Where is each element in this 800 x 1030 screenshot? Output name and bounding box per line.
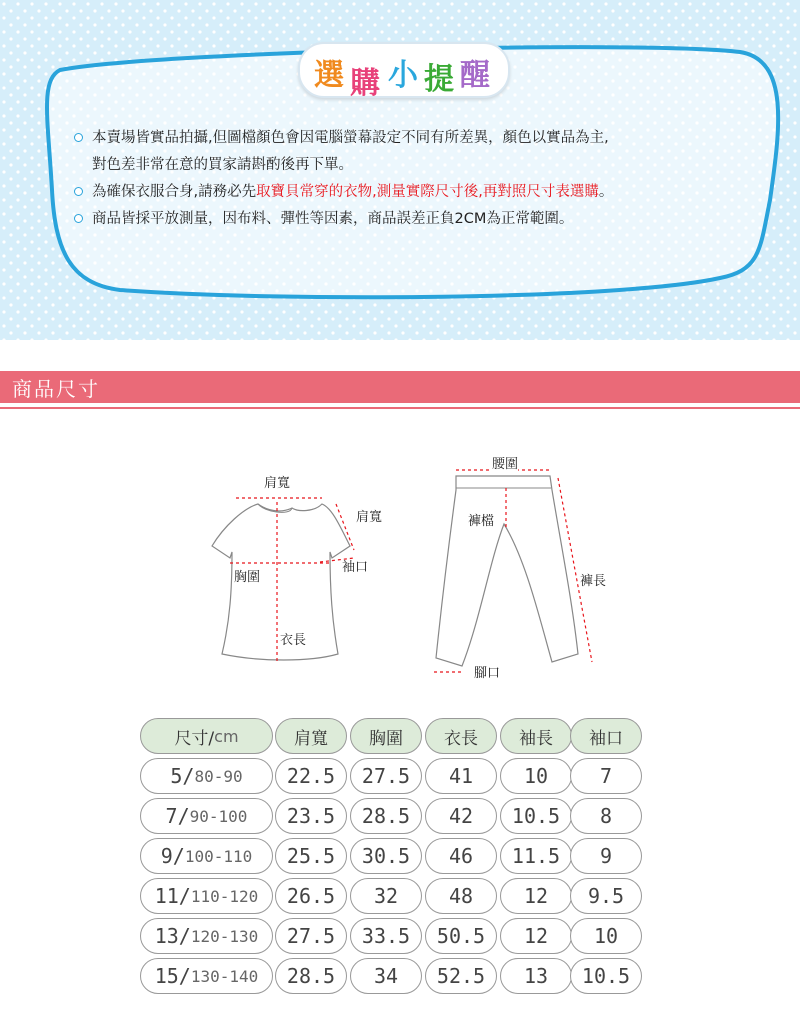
cell-value: 9 — [599, 844, 613, 868]
notice-title-char: 提 — [424, 62, 454, 97]
section-divider — [0, 407, 800, 409]
value-cell — [275, 918, 347, 954]
value-cell — [570, 878, 642, 914]
header-label: 袖長 — [519, 728, 553, 749]
size-value: 5/ — [170, 764, 195, 788]
size-cell — [140, 798, 273, 834]
label-chest: 胸圍 — [234, 570, 261, 585]
size-header-chest — [350, 718, 422, 754]
cell-value: 22.5 — [286, 764, 336, 788]
value-cell — [425, 838, 497, 874]
cell-value: 9.5 — [587, 884, 625, 908]
notice-item — [72, 206, 772, 233]
cell-value: 41 — [448, 764, 474, 788]
notice-item — [72, 125, 772, 152]
cell-value: 27.5 — [361, 764, 411, 788]
cell-value: 34 — [373, 964, 399, 988]
size-cell — [140, 958, 273, 994]
size-range: 120-130 — [190, 926, 259, 946]
size-value: 15/ — [154, 964, 191, 988]
value-cell — [350, 838, 422, 874]
size-value: 13/ — [154, 924, 191, 948]
bullet-icon — [74, 214, 83, 223]
label-cuff: 袖口 — [342, 560, 369, 575]
value-cell — [570, 838, 642, 874]
garment-outlines — [200, 440, 620, 690]
value-cell — [350, 958, 422, 994]
cell-value: 32 — [373, 884, 399, 908]
size-range: 100-110 — [184, 846, 253, 866]
label-hem: 腳口 — [474, 666, 501, 681]
header-label: 肩寬 — [294, 728, 328, 749]
notice-item-continued — [72, 152, 772, 179]
notice-item — [72, 179, 772, 206]
cell-value: 50.5 — [436, 924, 486, 948]
notice-title-char: 購 — [350, 66, 380, 101]
cell-value: 23.5 — [286, 804, 336, 828]
value-cell — [570, 758, 642, 794]
label-pants-length: 褲長 — [580, 574, 607, 589]
notice-line: 。 — [598, 184, 614, 200]
value-cell — [500, 958, 572, 994]
size-cell — [140, 878, 273, 914]
notice-line: 本賣場皆實品拍攝,但圖檔顏色會因電腦螢幕設定不同有所差異，顏色以實品為主, — [92, 130, 609, 146]
cell-value: 10.5 — [511, 804, 561, 828]
size-value: 7/ — [165, 804, 190, 828]
cell-value: 48 — [448, 884, 474, 908]
cell-value: 52.5 — [436, 964, 486, 988]
value-cell — [425, 958, 497, 994]
value-cell — [275, 958, 347, 994]
value-cell — [500, 878, 572, 914]
notice-line: 對色差非常在意的買家請斟酌後再下單。 — [92, 157, 353, 173]
value-cell — [500, 838, 572, 874]
value-cell — [500, 918, 572, 954]
section-title: 商品尺寸 — [12, 377, 100, 401]
cell-value: 30.5 — [361, 844, 411, 868]
notice-line: 為確保衣服合身,請務必先 — [92, 184, 257, 200]
value-cell — [350, 758, 422, 794]
size-header-size — [140, 718, 273, 754]
value-cell — [350, 918, 422, 954]
value-cell — [350, 878, 422, 914]
cell-value: 12 — [523, 924, 549, 948]
size-header-sleeve — [500, 718, 572, 754]
value-cell — [500, 798, 572, 834]
cell-value: 42 — [448, 804, 474, 828]
cell-value: 7 — [599, 764, 613, 788]
size-cell — [140, 838, 273, 874]
section-header — [0, 371, 800, 403]
value-cell — [425, 758, 497, 794]
label-length: 衣長 — [280, 633, 307, 648]
size-header-length — [425, 718, 497, 754]
cell-value: 28.5 — [286, 964, 336, 988]
value-cell — [275, 758, 347, 794]
size-range: 80-90 — [194, 766, 243, 786]
cell-value: 11.5 — [511, 844, 561, 868]
notice-title-char: 選 — [314, 58, 344, 93]
size-cell — [140, 918, 273, 954]
size-header-cuff — [570, 718, 642, 754]
value-cell — [275, 838, 347, 874]
cell-value: 25.5 — [286, 844, 336, 868]
size-header-shoulder — [275, 718, 347, 754]
header-label: 衣長 — [444, 728, 478, 749]
label-rise: 褲檔 — [468, 514, 495, 529]
cell-value: 8 — [599, 804, 613, 828]
cell-value: 10 — [523, 764, 549, 788]
value-cell — [425, 878, 497, 914]
cell-value: 10 — [593, 924, 619, 948]
notice-title-char: 小 — [388, 58, 418, 93]
size-range: 130-140 — [190, 966, 259, 986]
value-cell — [570, 958, 642, 994]
value-cell — [570, 798, 642, 834]
cell-value: 46 — [448, 844, 474, 868]
measurement-diagram — [200, 440, 620, 690]
value-cell — [350, 798, 422, 834]
size-range: 90-100 — [189, 806, 248, 826]
cell-value: 10.5 — [581, 964, 631, 988]
cell-value: 12 — [523, 884, 549, 908]
notice-bubble — [0, 0, 800, 340]
cell-value: 26.5 — [286, 884, 336, 908]
cell-value: 33.5 — [361, 924, 411, 948]
bullet-icon — [74, 187, 83, 196]
size-value: 9/ — [160, 844, 185, 868]
label-shoulder: 肩寬 — [264, 476, 291, 491]
header-label: 袖口 — [589, 728, 623, 749]
value-cell — [275, 798, 347, 834]
label-waist: 腰圍 — [492, 457, 519, 472]
pants-outline — [436, 476, 578, 666]
bullet-icon — [74, 133, 83, 142]
value-cell — [500, 758, 572, 794]
size-cell — [140, 758, 273, 794]
value-cell — [425, 918, 497, 954]
value-cell — [570, 918, 642, 954]
value-cell — [275, 878, 347, 914]
header-unit: cm — [214, 726, 239, 746]
value-cell — [425, 798, 497, 834]
notice-title-char: 醒 — [460, 58, 490, 93]
cell-value: 28.5 — [361, 804, 411, 828]
size-value: 11/ — [154, 884, 191, 908]
cell-value: 13 — [523, 964, 549, 988]
size-range: 110-120 — [190, 886, 259, 906]
notice-line: 商品皆採平放測量，因布料、彈性等因素，商品誤差正負2CM為正常範圍。 — [92, 211, 574, 227]
notice-text — [72, 125, 772, 233]
notice-highlight: 取寶貝常穿的衣物,測量實際尺寸後,再對照尺寸表選購 — [256, 184, 599, 200]
header-label: 胸圍 — [369, 728, 403, 749]
cell-value: 27.5 — [286, 924, 336, 948]
notice-title — [298, 42, 510, 101]
label-shoulder-side: 肩寬 — [356, 510, 383, 525]
header-label: 尺寸/ — [174, 728, 215, 749]
